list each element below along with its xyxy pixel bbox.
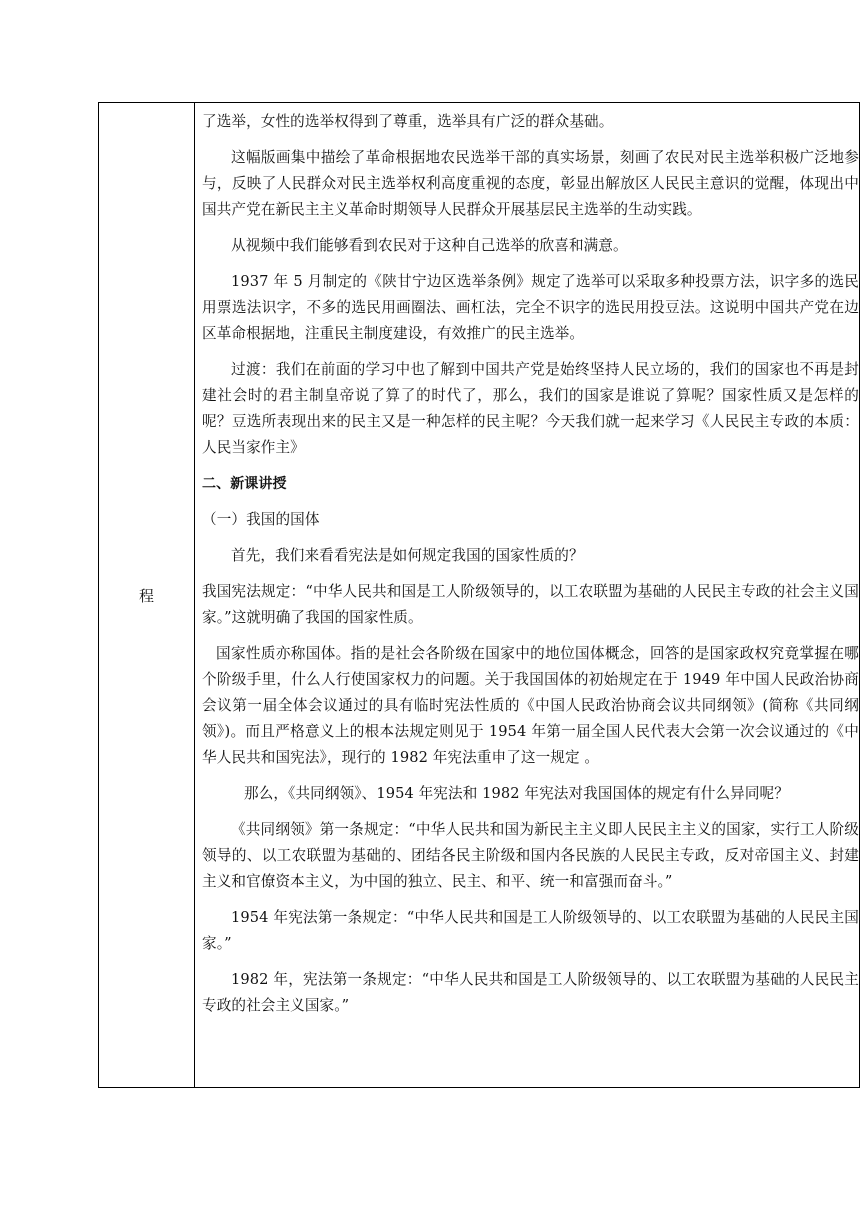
paragraph: 国家性质亦称国体。指的是社会各阶级在国家中的地位国体概念，回答的是国家政权究竟掌握在哪个阶级手里，什么人行使国家权力的问题。关于我国国体的初始规定在于 1949 年中国人民政治协商会议第一届全体会议通过的具有临时宪法性质的《中国人民政治协商会议共同纲领》(简称《共同纲领》)。而且严格意义上的根本法规定则见于 1954 年第一届全国人民代表大会第一次会议通过的《中华人民共和国宪法》，现行的 1982 年宪法重申了这一规定 。 bbox=[202, 645, 859, 766]
paragraph: 那么，《共同纲领》、1954 年宪法和 1982 年宪法对我国国体的规定有什么异同呢？ bbox=[244, 785, 789, 802]
paragraph: 1982 年，宪法第一条规定：“中华人民共和国是工人阶级领导的、以工农联盟为基础的人民民主专政的社会主义国家。” bbox=[202, 971, 859, 1014]
content-cell bbox=[195, 103, 860, 1088]
section-heading: 二、新课讲授 bbox=[202, 476, 287, 492]
paragraph: 了选举，女性的选举权得到了尊重，选举具有广泛的群众基础。 bbox=[202, 113, 614, 130]
paragraph: 《共同纲领》第一条规定：“中华人民共和国为新民主主义即人民民主主义的国家，实行工人阶级领导的、以工农联盟为基础的、团结各民主阶级和国内各民族的人民民主专政，反对帝国主义、封建主义和官僚资本主义，为中国的独立、民主、和平、统一和富强而奋斗。” bbox=[202, 821, 859, 890]
row-label: 程 bbox=[138, 586, 154, 605]
paragraph: 从视频中我们能够看到农民对于这种自己选举的欣喜和满意。 bbox=[231, 237, 628, 254]
paragraph: 1954 年宪法第一条规定：“中华人民共和国是工人阶级领导的、以工农联盟为基础的人民民主国家。” bbox=[202, 909, 859, 952]
paragraph: 我国宪法规定：“中华人民共和国是工人阶级领导的，以工农联盟为基础的人民民主专政的社会主义国家。”这就明确了我国的国家性质。 bbox=[202, 583, 859, 626]
row-label-cell bbox=[99, 103, 195, 1088]
table-row bbox=[99, 103, 860, 1088]
paragraph: 首先，我们来看看宪法是如何规定我国的国家性质的？ bbox=[231, 547, 584, 564]
paragraph: 这幅版画集中描绘了革命根据地农民选举干部的真实场景，刻画了农民对民主选举积极广泛地参与，反映了人民群众对民主选举权利高度重视的态度，彰显出解放区人民民主意识的觉醒，体现出中国共产党在新民主主义革命时期领导人民群众开展基层民主选举的生动实践。 bbox=[202, 149, 859, 218]
paragraph: 1937 年 5 月制定的《陕甘宁边区选举条例》规定了选举可以采取多种投票方法，识字多的选民用票选法识字，不多的选民用画圈法、画杠法，完全不识字的选民用投豆法。这说明中国共产党在边区革命根据地，注重民主制度建设，有效推广的民主选举。 bbox=[202, 273, 859, 342]
lesson-plan-table bbox=[98, 102, 860, 1088]
subsection-heading: （一）我国的国体 bbox=[202, 511, 320, 528]
paragraph: 过渡：我们在前面的学习中也了解到中国共产党是始终坚持人民立场的，我们的国家也不再是封建社会时的君主制皇帝说了算了的时代了，那么，我们的国家是谁说了算呢？国家性质又是怎样的呢？豆选所表现出来的民主又是一种怎样的民主呢？今天我们就一起来学习《人民民主专政的本质：人民当家作主》 bbox=[202, 361, 859, 456]
